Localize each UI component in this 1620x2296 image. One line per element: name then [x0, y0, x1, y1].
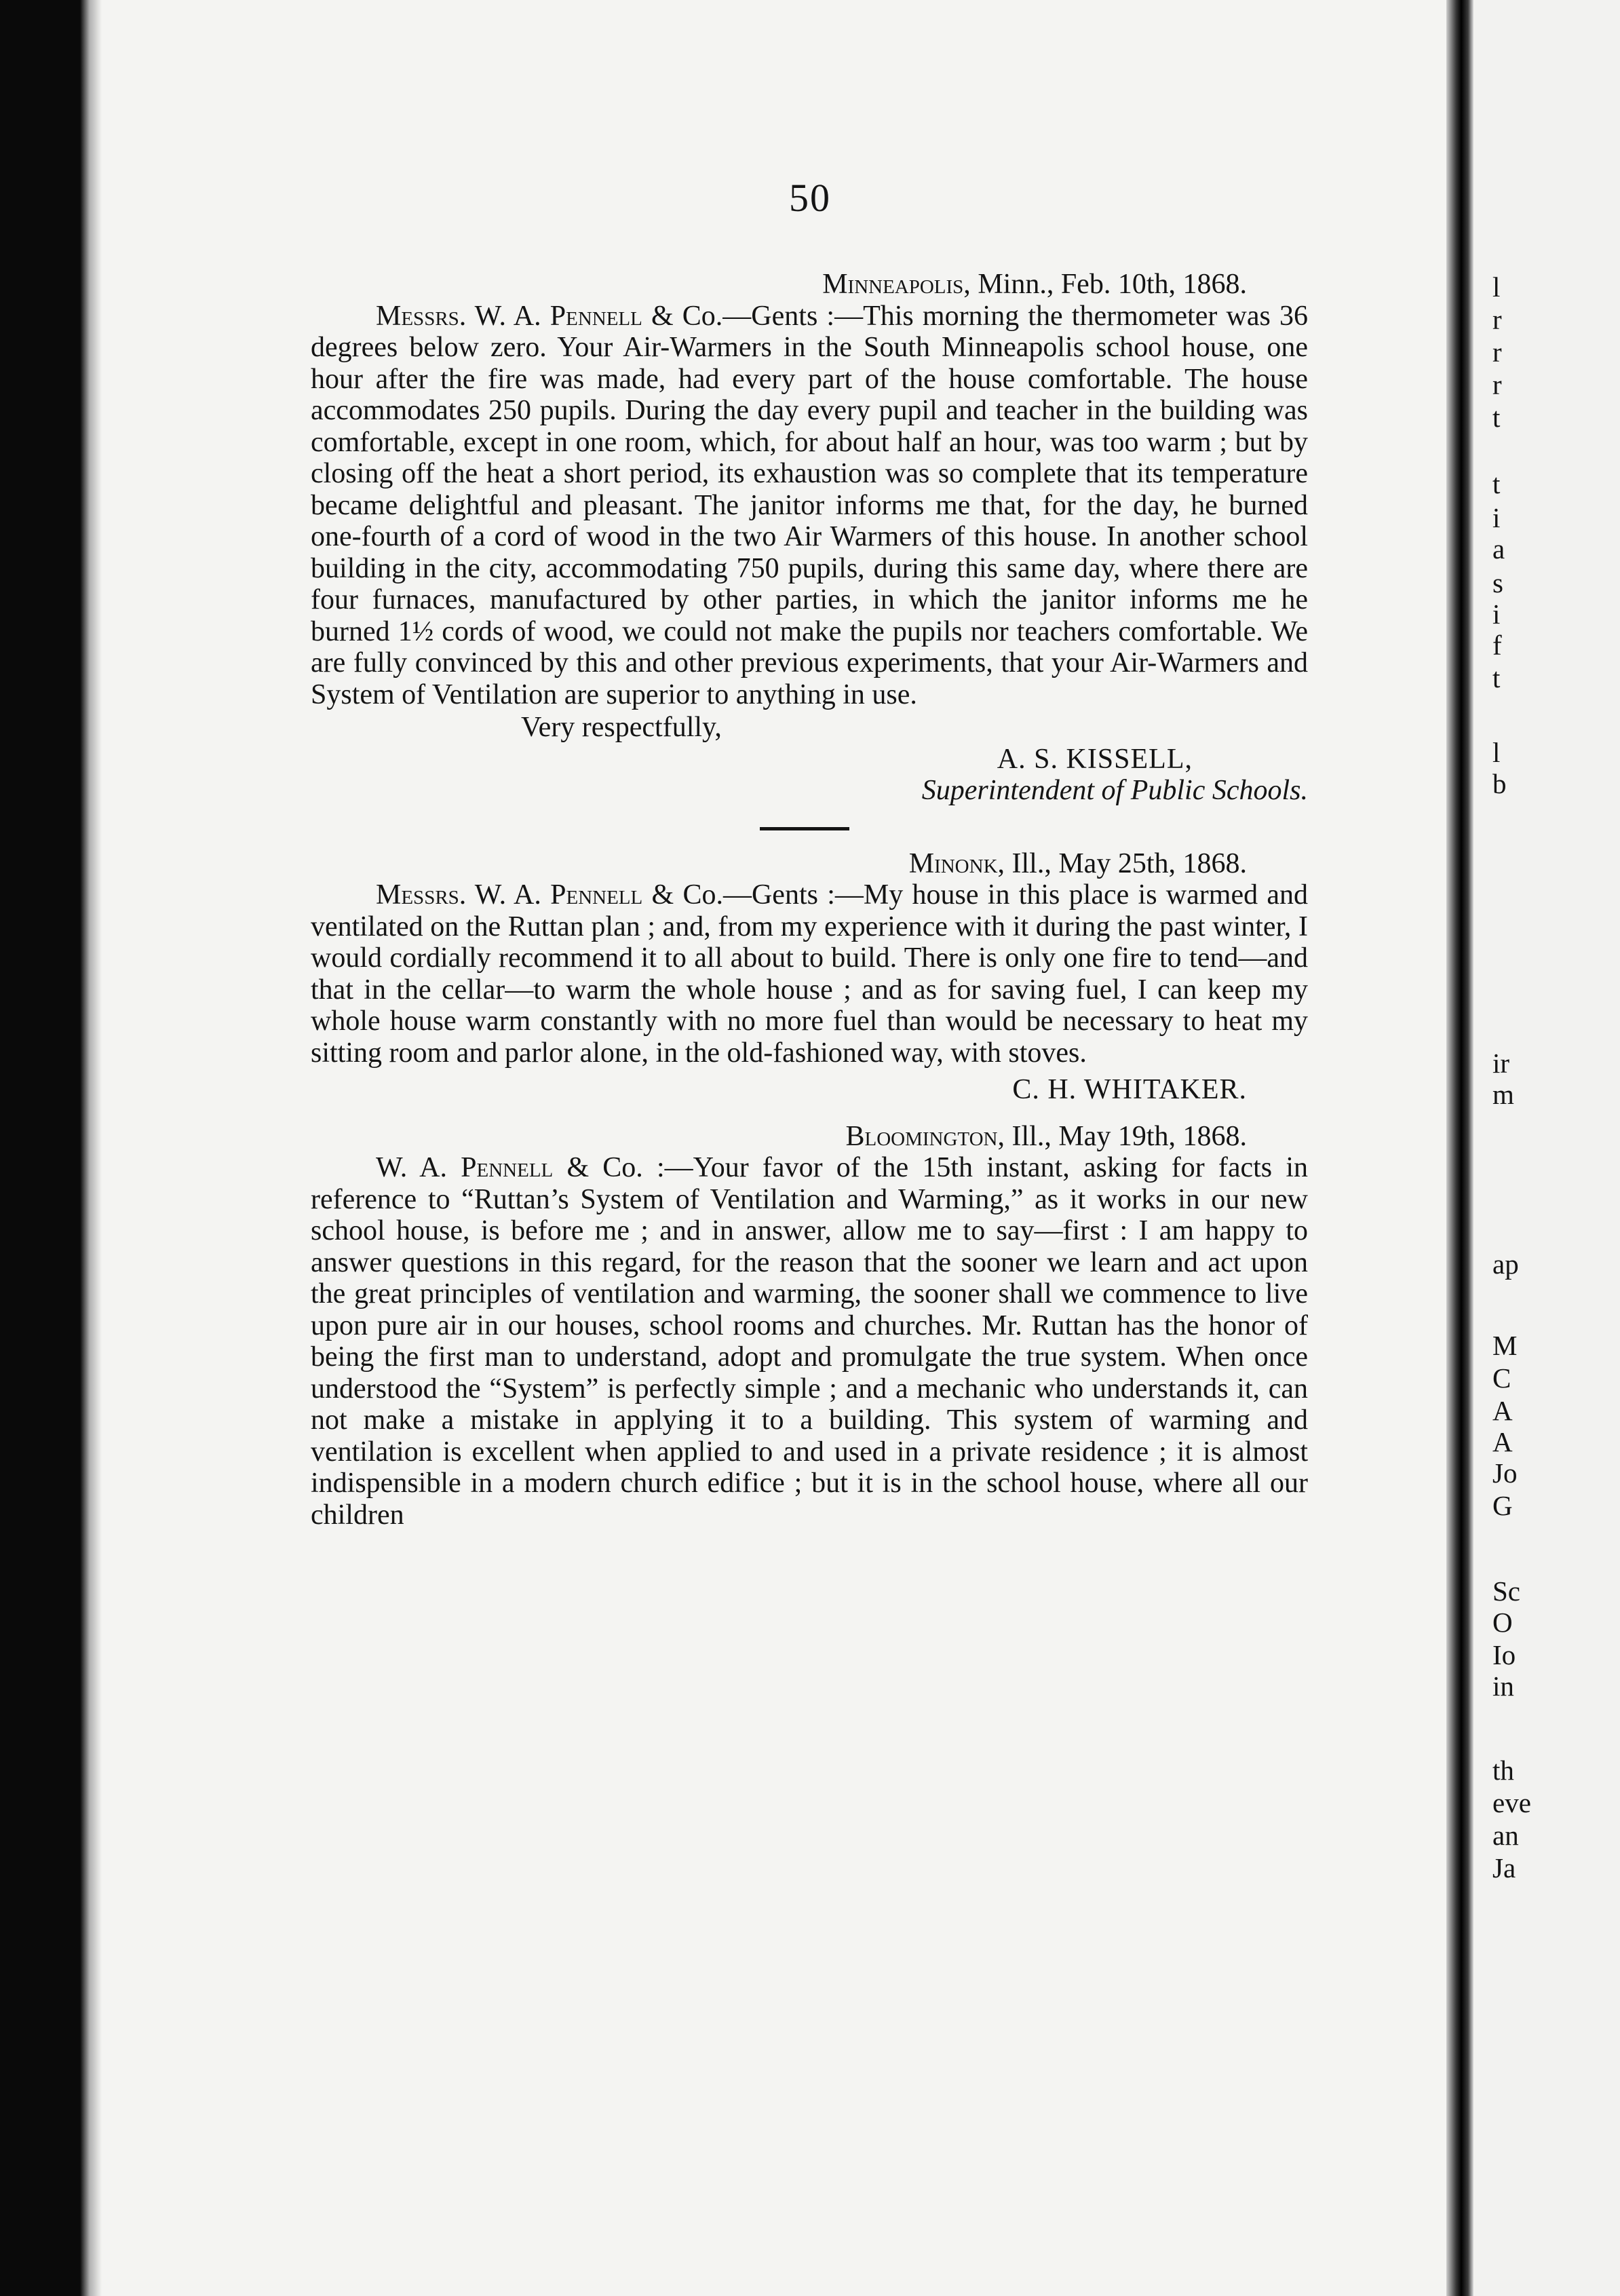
facing-fragment: Sc: [1492, 1575, 1520, 1607]
facing-fragment: ir: [1492, 1048, 1510, 1079]
letter-body: & Co. :—Your favor of the 15th instant, asking for facts in reference to “Ruttan’s System of Ventilation and Warming,” as it works in our new school house, is before me ; and in answer, allow me to say—first : I am happy to answer questions in this regard, for the reason that the sooner we learn and act upon the great principles of ventilation and warming, the sooner shall we commence to live upon pure air in our houses, school rooms and churches. Mr. Ruttan has the honor of being the first man to understand, adopt and promulgate the true system. When once understood the “System” is perfectly simple ; and a mechanic who understands it, can not make a mistake in applying it to a building. This system of warming and ventilation is excellent when applied to and used in a private residence ; it is almost indispensible in a modern church edifice ; but it is in the school house, where all our children: [311, 1152, 1308, 1531]
letter-dateline: [311, 1121, 1308, 1153]
facing-fragment: an: [1492, 1820, 1519, 1851]
letter-kissell: [311, 269, 1308, 807]
facing-fragment: b: [1492, 768, 1507, 799]
facing-fragment: in: [1492, 1670, 1514, 1702]
letter-body: & Co.—Gents :—My house in this place is warmed and ventilated on the Ruttan plan ; and, from my experience with it during the past winter, I would cordially recommend it to all about to build. There is only one fire to tend—and that in the cellar—to warm the whole house ; and as for saving fuel, I can keep my whole house warm constantly with no more fuel than would be necessary to heat my sitting room and parlor alone, in the old-fashioned way, with stoves.: [311, 879, 1308, 1069]
facing-fragment: O: [1492, 1607, 1513, 1638]
facing-fragment: i: [1492, 502, 1501, 533]
letter-whitaker: [311, 848, 1308, 1106]
facing-fragment: s: [1492, 567, 1503, 598]
letter-closing: Very respectfully,: [521, 712, 722, 743]
letter-dateline: [311, 848, 1308, 880]
facing-fragment: r: [1492, 337, 1502, 368]
page-number: 50: [789, 176, 831, 220]
facing-fragment: A: [1492, 1395, 1513, 1426]
facing-fragment: th: [1492, 1755, 1514, 1786]
facing-fragment: ap: [1492, 1248, 1519, 1280]
facing-fragment: C: [1492, 1362, 1511, 1394]
dateline-date: Ill., May 25th, 1868.: [1005, 847, 1247, 879]
dateline-place: Bloomington,: [845, 1120, 1005, 1152]
facing-fragment: M: [1492, 1330, 1518, 1361]
facing-fragment: A: [1492, 1426, 1513, 1457]
letter-body: & Co.—Gents :—This morning the thermometer was 36 degrees below zero. Your Air-Warmers in the South Minneapolis school house, one hour after the fire was made, had every part of the house comfortable. The house accommodates 250 pupils. During the day every pupil and teacher in the building was comfortable, except in one room, which, for about half an hour, was too warm ; but by closing off the heat a short period, its exhaustion was so complete that its temperature became delightful and pleasant. The janitor informs me that, for the day, he burned one-fourth of a cord of wood in the two Air Warmers of this house. In another school building in the city, accommodating 750 pupils, during this same day, where there are four furnaces, manufactured by other parties, in which the janitor informs me he burned 1½ cords of wood, we could not make the pupils nor teachers comfortable. We are fully convinced by this and other previous experiments, that your Air-Warmers and System of Ventilation are superior to anything in use.: [311, 300, 1308, 710]
facing-fragment: G: [1492, 1490, 1513, 1521]
facing-fragment: r: [1492, 369, 1502, 400]
facing-fragment: Jo: [1492, 1457, 1518, 1489]
letter-bloomington: [311, 1121, 1308, 1531]
facing-fragment: Io: [1492, 1639, 1516, 1670]
facing-fragment: eve: [1492, 1787, 1531, 1818]
letter-signature: A. S. KISSELL,: [997, 743, 1193, 775]
facing-fragment: l: [1492, 737, 1501, 768]
facing-fragment: l: [1492, 271, 1501, 303]
facing-fragment: r: [1492, 304, 1502, 335]
dateline-date: Minn., Feb. 10th, 1868.: [970, 269, 1247, 300]
letter-salutation: W. A. Pennell: [376, 1152, 554, 1183]
dateline-place: Minonk,: [908, 847, 1005, 879]
facing-fragment: f: [1492, 630, 1502, 661]
facing-fragment: t: [1492, 468, 1501, 499]
facing-fragment: t: [1492, 662, 1501, 693]
left-page-edge: [0, 0, 102, 2296]
facing-fragment: i: [1492, 598, 1501, 630]
dateline-place: Minneapolis,: [822, 269, 971, 300]
letter-salutation: Messrs. W. A. Pennell: [376, 300, 642, 332]
facing-fragment: m: [1492, 1079, 1514, 1110]
book-gutter: [1446, 0, 1473, 2296]
section-divider: [760, 827, 849, 830]
signer-title: Superintendent of Public Schools.: [921, 775, 1308, 806]
facing-fragment: Ja: [1492, 1852, 1516, 1883]
page-body: [311, 269, 1308, 1531]
letter-paragraph: [311, 879, 1308, 1069]
facing-fragment: a: [1492, 533, 1505, 565]
letter-paragraph: [311, 301, 1308, 711]
letter-salutation: Messrs. W. A. Pennell: [376, 879, 643, 911]
letter-dateline: [311, 269, 1308, 301]
dateline-date: Ill., May 19th, 1868.: [1005, 1120, 1247, 1152]
letter-paragraph: [311, 1152, 1308, 1531]
facing-fragment: t: [1492, 402, 1501, 433]
letter-signature: C. H. WHITAKER.: [1012, 1074, 1247, 1105]
